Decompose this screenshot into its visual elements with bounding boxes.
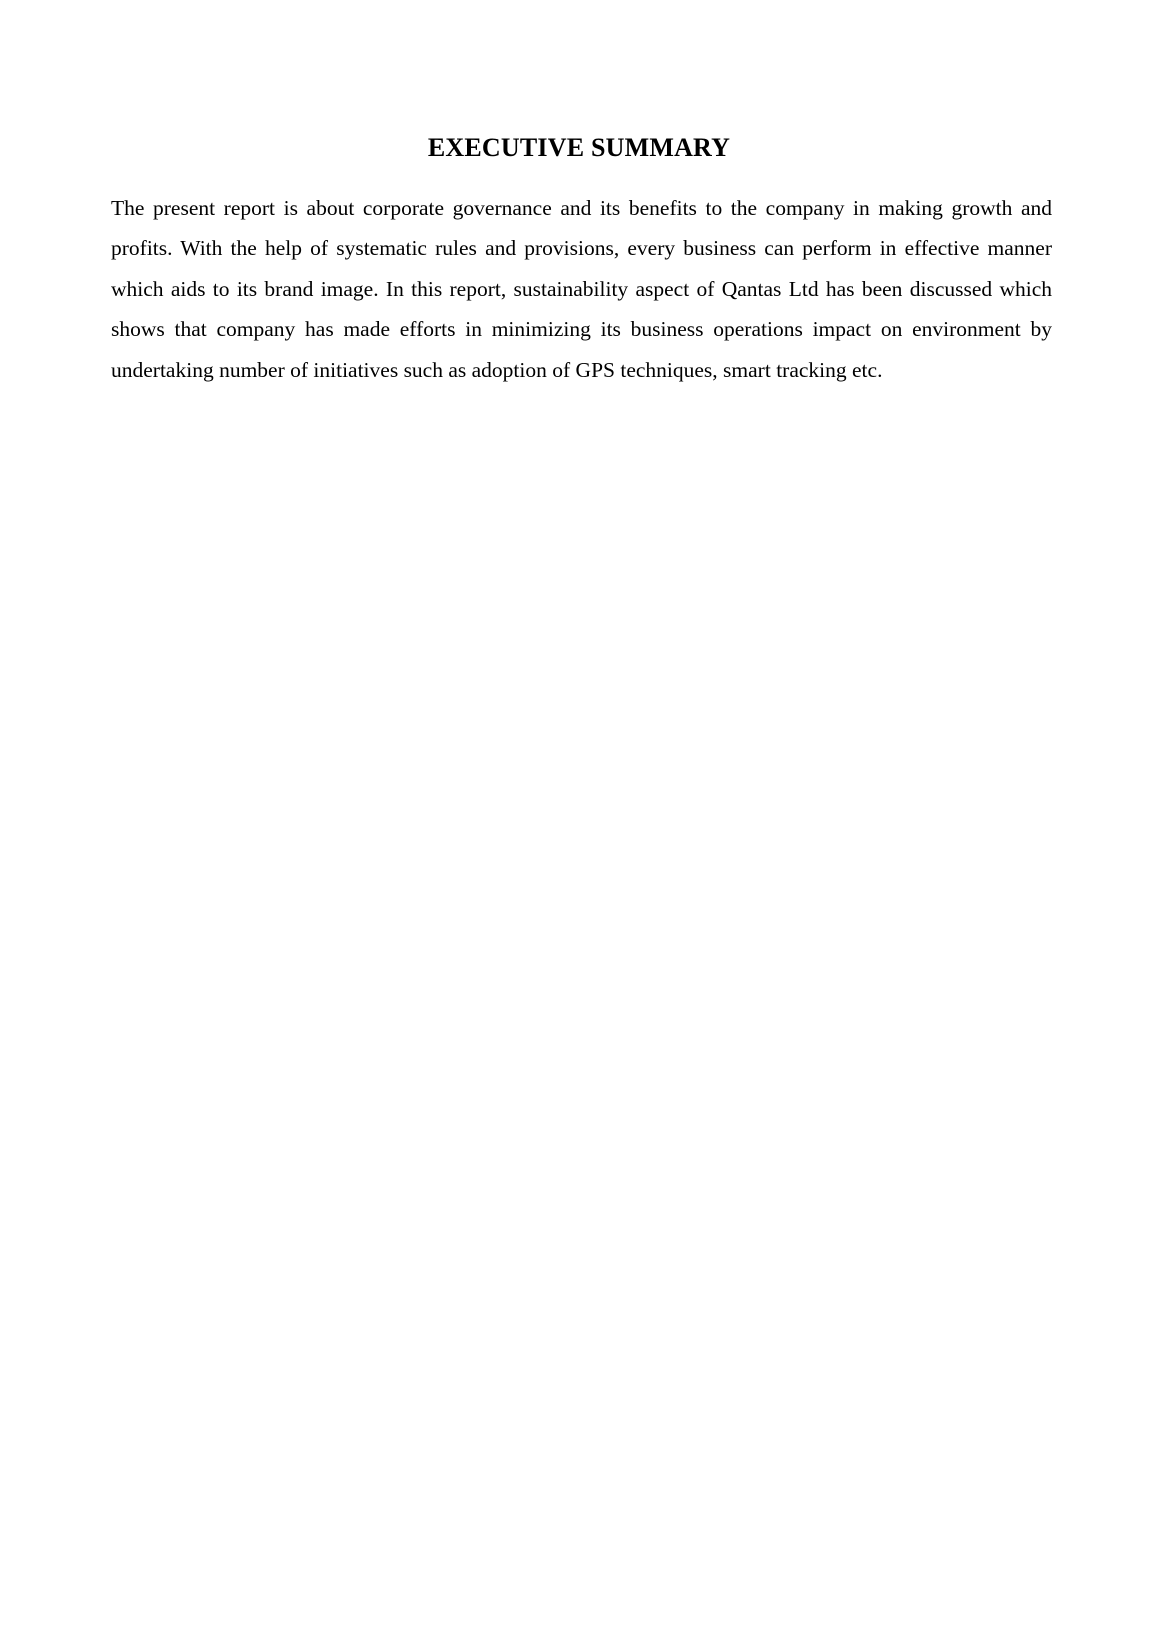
summary-paragraph: The present report is about corporate governance and its benefits to the company in making growth and profits. With the help of systematic rules and provisions, every business can perform in effective manner which aids to its brand image. In this report, sustainability aspect of Qantas Ltd has been discussed which shows that company has made efforts in minimizing its business operations impact on environment by undertaking number of initiatives such as adoption of GPS techniques, smart tracking etc.	[111, 196, 1052, 382]
page-title: EXECUTIVE SUMMARY	[427, 133, 731, 162]
